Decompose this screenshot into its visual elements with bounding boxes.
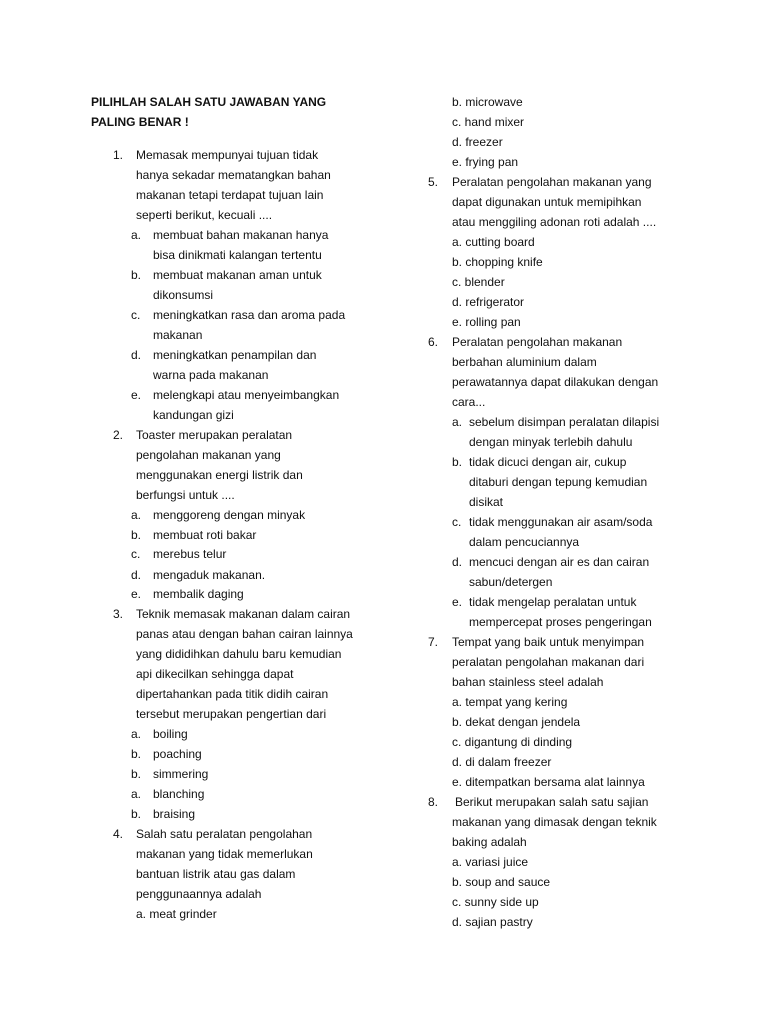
option-letter: b. [131,807,142,821]
option-text: mencuci dengan air es dan cairan [469,555,650,569]
option-letter: a. [131,508,142,522]
option-text: warna pada makanan [153,368,269,382]
option-text: bisa dinikmati kalangan tertentu [153,248,322,262]
option-text: d. freezer [452,135,503,149]
option-letter: b. [131,767,142,781]
question-8-text: makanan yang dimasak dengan teknik [452,815,657,829]
question-8-text: baking adalah [452,835,527,849]
question-4-text: makanan yang tidak memerlukan [136,847,313,861]
option-text: c. blender [452,275,505,289]
option-text: sabun/detergen [469,575,553,589]
question-6-text: cara... [452,395,486,409]
question-8-text: Berikut merupakan salah satu sajian [455,795,649,809]
option-text: merebus telur [153,547,227,561]
question-2-text: Toaster merupakan peralatan [136,428,293,442]
option-text: braising [153,807,196,821]
option-text: b. dekat dengan jendela [452,715,581,729]
option-letter: e. [131,587,142,601]
option-text: blanching [153,787,205,801]
option-letter: b. [131,747,142,761]
option-letter: c. [452,515,462,529]
option-text: simmering [153,767,209,781]
question-3-text: panas atau dengan bahan cairan lainnya [136,627,353,641]
option-text: c. hand mixer [452,115,525,129]
option-text: c. sunny side up [452,895,539,909]
option-text: e. ditempatkan bersama alat lainnya [452,775,645,789]
option-text: a. variasi juice [452,855,529,869]
option-letter: b. [131,528,142,542]
question-4-number: 4. [113,827,124,841]
option-text: boiling [153,727,188,741]
option-text: e. rolling pan [452,315,521,329]
question-3-text: api dikecilkan sehingga dapat [136,667,294,681]
option-letter: c. [131,308,141,322]
option-text: dengan minyak terlebih dahulu [469,435,633,449]
question-7-text: bahan stainless steel adalah [452,675,604,689]
option-letter: e. [131,388,142,402]
option-text: disikat [469,495,504,509]
option-text: poaching [153,747,202,761]
option-text: dikonsumsi [153,288,214,302]
option-text: tidak menggunakan air asam/soda [469,515,653,529]
question-7-text: Tempat yang baik untuk menyimpan [452,635,645,649]
option-text: mempercepat proses pengeringan [469,615,652,629]
question-3-text: tersebut merupakan pengertian dari [136,707,327,721]
option-letter: c. [131,547,141,561]
option-text: c. digantung di dinding [452,735,573,749]
question-3-text: Teknik memasak makanan dalam cairan [136,607,351,621]
question-4-text: penggunaannya adalah [136,887,262,901]
question-1-text: makanan tetapi terdapat tujuan lain [136,188,324,202]
option-text: d. di dalam freezer [452,755,552,769]
option-text: makanan [153,328,203,342]
heading-line-1: PILIHLAH SALAH SATU JAWABAN YANG [91,95,327,109]
question-4-text: Salah satu peralatan pengolahan [136,827,313,841]
option-text: kandungan gizi [153,408,234,422]
option-text: menggoreng dengan minyak [153,508,306,522]
option-text: membuat makanan aman untuk [153,268,322,282]
option-letter: b. [452,455,463,469]
question-2-number: 2. [113,428,124,442]
option-letter: a. [131,228,142,242]
question-6-number: 6. [428,335,439,349]
question-5-text: atau menggiling adonan roti adalah .... [452,215,657,229]
option-text: meningkatkan rasa dan aroma pada [153,308,346,322]
question-5-text: Peralatan pengolahan makanan yang [452,175,652,189]
option-text: b. soup and sauce [452,875,551,889]
question-5-text: dapat digunakan untuk memipihkan [452,195,642,209]
question-1-number: 1. [113,148,124,162]
question-1-text: seperti berikut, kecuali .... [136,208,273,222]
heading-line-2: PALING BENAR ! [91,115,189,129]
option-letter: a. [131,727,142,741]
option-text: a. tempat yang kering [452,695,568,709]
option-text: tidak mengelap peralatan untuk [469,595,637,609]
question-2-text: pengolahan makanan yang [136,448,281,462]
question-7-number: 7. [428,635,439,649]
question-8-number: 8. [428,795,439,809]
option-letter: d. [452,555,463,569]
question-2-text: berfungsi untuk .... [136,488,235,502]
option-text: dalam pencuciannya [469,535,580,549]
option-text: d. refrigerator [452,295,525,309]
option-text: meningkatkan penampilan dan [153,348,317,362]
question-3-text: dipertahankan pada titik didih cairan [136,687,329,701]
question-1-text: hanya sekadar mematangkan bahan [136,168,331,182]
question-3-text: yang dididihkan dahulu baru kemudian [136,647,342,661]
option-letter: a. [452,415,463,429]
option-text: sebelum disimpan peralatan dilapisi [469,415,660,429]
option-letter: e. [452,595,463,609]
question-4-text: bantuan listrik atau gas dalam [136,867,296,881]
option-letter: b. [131,268,142,282]
option-text: d. sajian pastry [452,915,533,929]
option-text: ditaburi dengan tepung kemudian [469,475,648,489]
option-text: membalik daging [153,587,244,601]
question-2-text: menggunakan energi listrik dan [136,468,303,482]
question-7-text: peralatan pengolahan makanan dari [452,655,645,669]
option-letter: d. [131,568,142,582]
question-6-text: berbahan aluminium dalam [452,355,597,369]
question-6-text: perawatannya dapat dilakukan dengan [452,375,659,389]
option-text: mengaduk makanan. [153,568,266,582]
option-text: melengkapi atau menyeimbangkan [153,388,340,402]
option-letter: a. [131,787,142,801]
option-text: tidak dicuci dengan air, cukup [469,455,627,469]
option-text: b. chopping knife [452,255,543,269]
option-text: membuat bahan makanan hanya [153,228,329,242]
question-6-text: Peralatan pengolahan makanan [452,335,623,349]
option-text: b. microwave [452,95,523,109]
option-text: a. meat grinder [136,907,217,921]
question-3-number: 3. [113,607,124,621]
option-text: membuat roti bakar [153,528,257,542]
question-1-text: Memasak mempunyai tujuan tidak [136,148,319,162]
option-text: a. cutting board [452,235,535,249]
question-5-number: 5. [428,175,439,189]
option-letter: d. [131,348,142,362]
option-text: e. frying pan [452,155,519,169]
